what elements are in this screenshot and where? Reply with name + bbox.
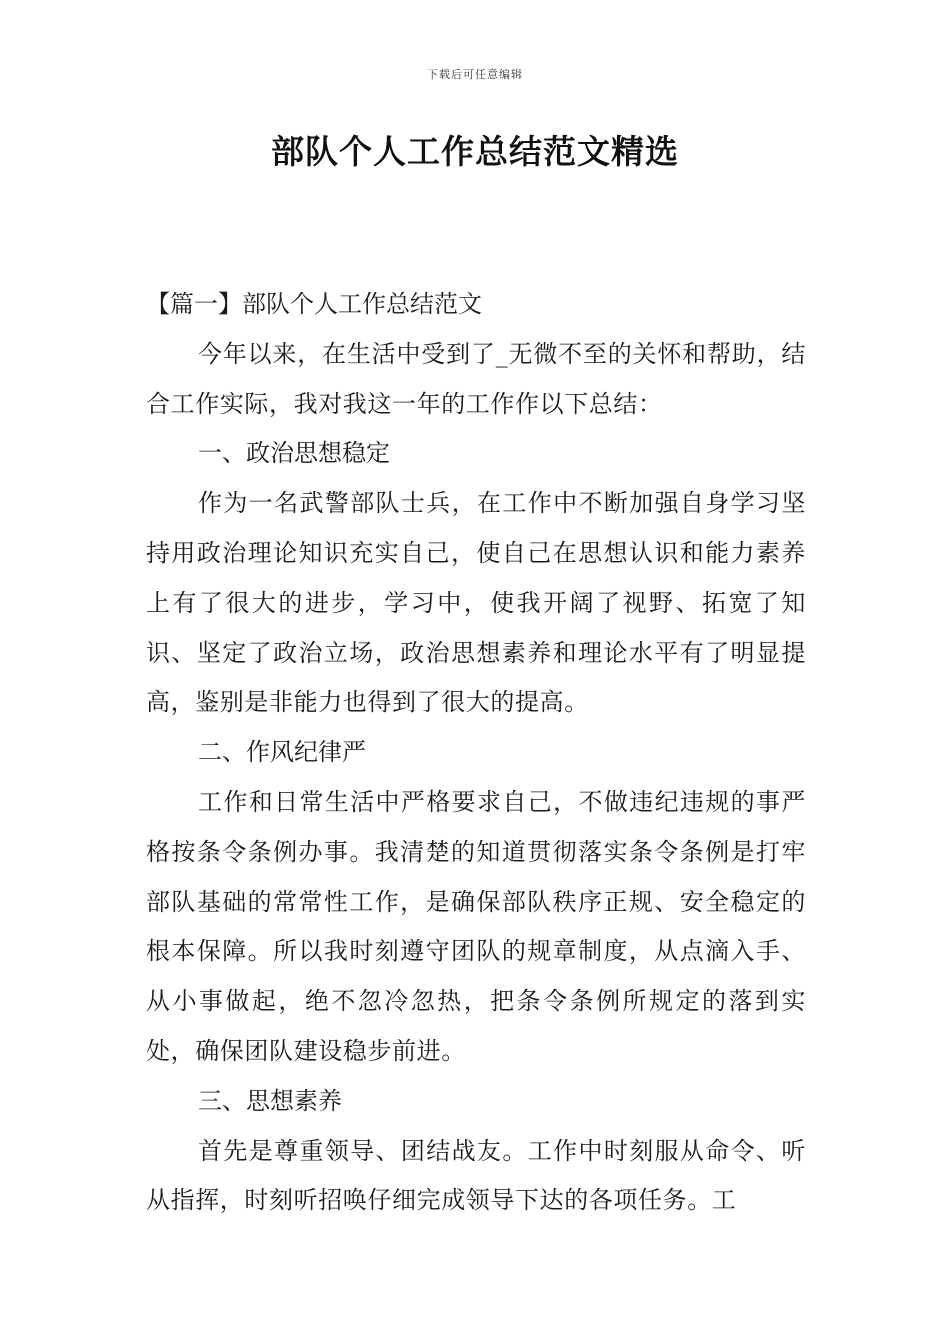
paragraph-political-thought: 作为一名武警部队士兵，在工作中不断加强自身学习坚持用政治理论知识充实自己，使自己在思想认识和能力素养上有了很大的进步，学习中，使我开阔了视野、拓宽了知识、坚定了政治立场，政治思想素养和理论水平有了明显提高，鉴别是非能力也得到了很大的提高。 xyxy=(146,489,806,717)
intro-paragraph: 今年以来，在生活中受到了_无微不至的关怀和帮助，结合工作实际，我对我这一年的工作作以下总结： xyxy=(146,339,806,418)
header-note: 下载后可任意编辑 xyxy=(427,68,523,81)
paragraph-discipline: 工作和日常生活中严格要求自己，不做违纪违规的事严格按条令条例办事。我清楚的知道贯彻落实条令条例是打牢部队基础的常常性工作，是确保部队秩序正规、安全稳定的根本保障。所以我时刻遵守团队的规章制度，从点滴入手、从小事做起，绝不忽冷忽热，把条令条例所规定的落到实处，确保团队建设稳步前进。 xyxy=(146,787,806,1065)
paragraph-ideological-quality: 首先是尊重领导、团结战友。工作中时刻服从命令、听从指挥，时刻听招唤仔细完成领导下达的各项任务。工 xyxy=(146,1136,806,1215)
section-heading: 【篇一】部队个人工作总结范文 xyxy=(146,290,482,318)
heading-political-thought: 一、政治思想稳定 xyxy=(198,439,390,468)
document-title: 部队个人工作总结范文精选 xyxy=(271,132,679,171)
document-body xyxy=(146,280,806,1226)
heading-ideological-quality: 三、思想素养 xyxy=(198,1086,342,1115)
heading-discipline: 二、作风纪律严 xyxy=(198,738,366,767)
